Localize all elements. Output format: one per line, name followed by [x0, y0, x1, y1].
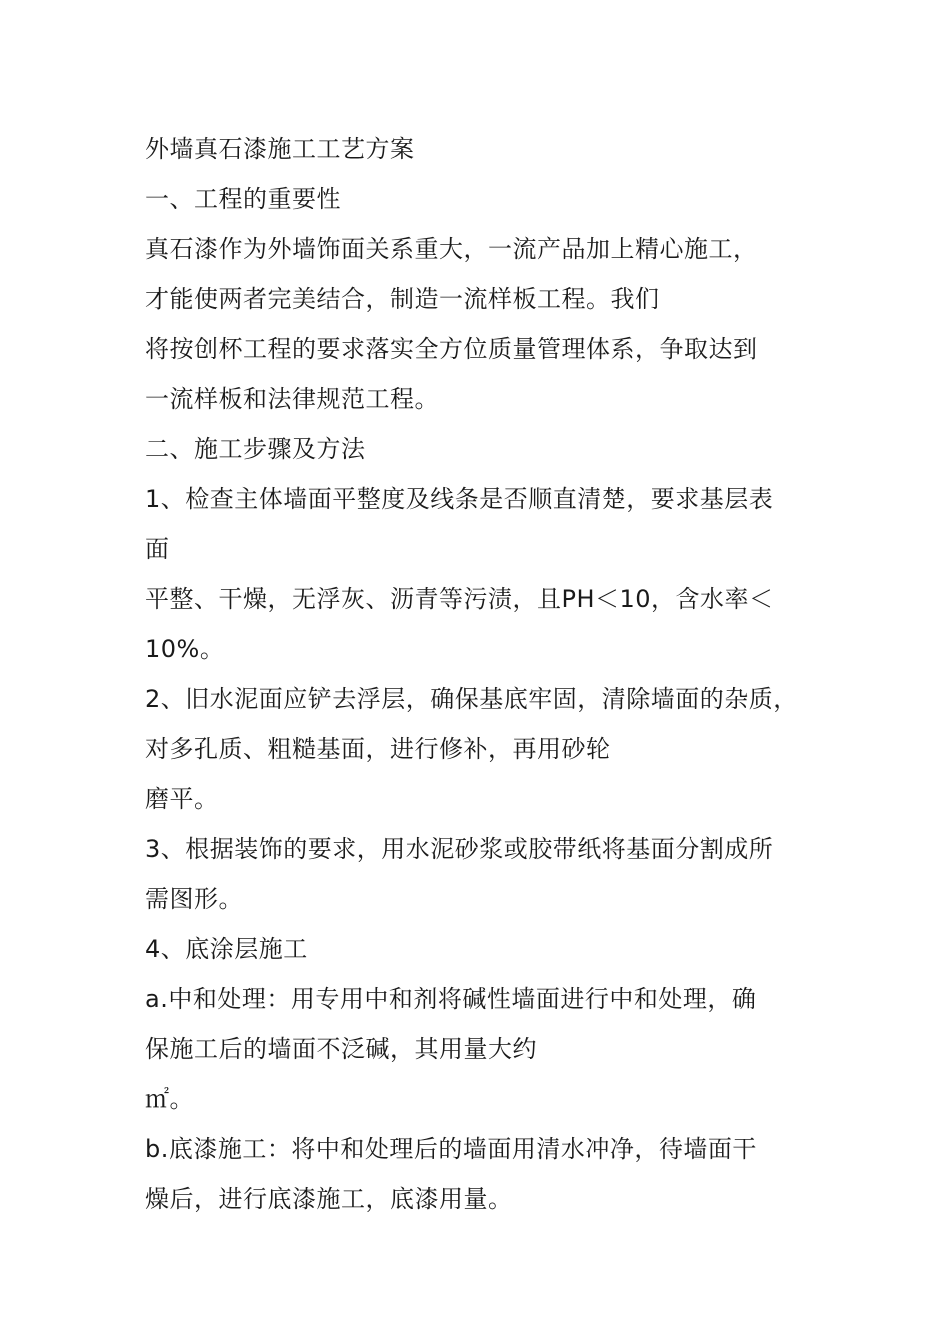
step-4b-line: 燥后，进行底漆施工，底漆用量。: [145, 1185, 513, 1213]
step-4a-line: 保施工后的墙面不泛碱，其用量大约: [145, 1035, 537, 1063]
text-line: 真石漆作为外墙饰面关系重大，一流产品加上精心施工，: [145, 235, 758, 263]
section-heading-2: 二、施工步骤及方法: [145, 435, 366, 463]
step-4a-line: ㎡。: [145, 1085, 194, 1113]
text-line: 一流样板和法律规范工程。: [145, 385, 439, 413]
document-body: [145, 124, 825, 1224]
section-heading-1: 一、工程的重要性: [145, 185, 341, 213]
step-3-line: 3、根据装饰的要求，用水泥砂浆或胶带纸将基面分割成所: [145, 835, 774, 863]
step-4b-line: b.底漆施工：将中和处理后的墙面用清水冲净，待墙面干: [145, 1135, 757, 1163]
document-title: 外墙真石漆施工工艺方案: [145, 135, 415, 163]
step-4-heading: 4、底涂层施工: [145, 935, 308, 963]
text-line: 才能使两者完美结合，制造一流样板工程。我们: [145, 285, 660, 313]
step-1-line: 10%。: [145, 635, 225, 663]
step-1-line: 平整、干燥，无浮灰、沥青等污渍，且PH＜10，含水率＜: [145, 585, 774, 613]
text-line: 将按创杯工程的要求落实全方位质量管理体系，争取达到: [145, 335, 758, 363]
step-2-line: 2、旧水泥面应铲去浮层，确保基底牢固，清除墙面的杂质，: [145, 685, 798, 713]
step-1-line: 1、检查主体墙面平整度及线条是否顺直清楚，要求基层表: [145, 485, 774, 513]
step-2-line: 对多孔质、粗糙基面，进行修补，再用砂轮: [145, 735, 611, 763]
step-1-line: 面: [145, 535, 170, 563]
step-3-line: 需图形。: [145, 885, 243, 913]
step-4a-line: a.中和处理：用专用中和剂将碱性墙面进行中和处理，确: [145, 985, 757, 1013]
step-2-line: 磨平。: [145, 785, 219, 813]
